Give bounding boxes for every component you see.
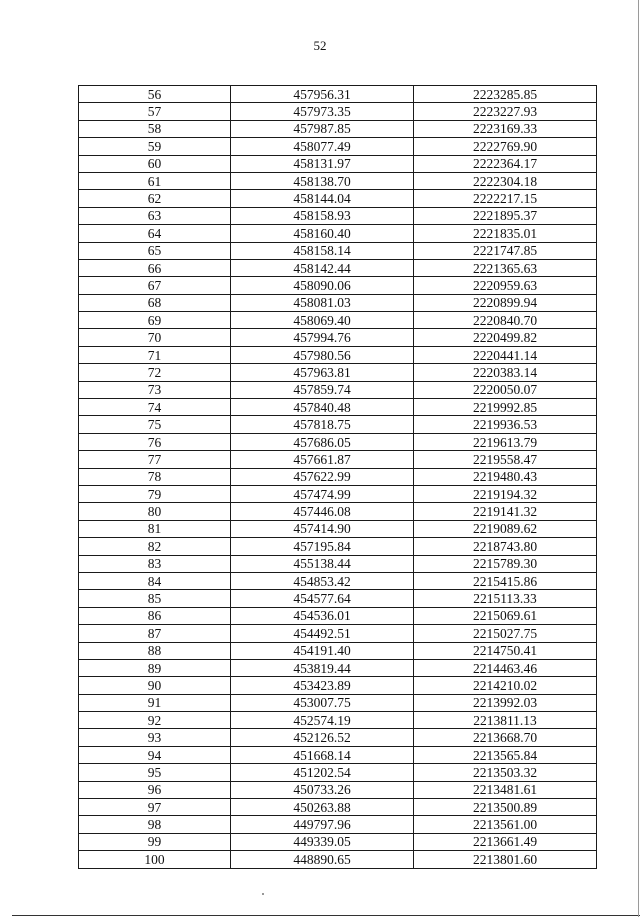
table-row — [79, 816, 597, 833]
y-coordinate-cell: 2213801.60 — [414, 851, 597, 868]
point-number-cell: 59 — [79, 138, 231, 155]
x-coordinate-cell: 457686.05 — [231, 433, 414, 450]
page-number: 52 — [313, 38, 327, 53]
y-coordinate-cell: 2221895.37 — [414, 207, 597, 224]
table-row — [79, 590, 597, 607]
point-number-cell: 60 — [79, 155, 231, 172]
y-coordinate-cell: 2213503.32 — [414, 764, 597, 781]
point-number-cell: 72 — [79, 364, 231, 381]
y-coordinate-cell: 2215415.86 — [414, 572, 597, 589]
y-coordinate-cell: 2220499.82 — [414, 329, 597, 346]
point-number-cell: 67 — [79, 277, 231, 294]
point-number-cell: 90 — [79, 677, 231, 694]
x-coordinate-cell: 457980.56 — [231, 346, 414, 363]
x-coordinate-cell: 458158.14 — [231, 242, 414, 259]
table-row — [79, 346, 597, 363]
table-row — [79, 520, 597, 537]
y-coordinate-cell: 2213500.89 — [414, 799, 597, 816]
y-coordinate-cell: 2213992.03 — [414, 694, 597, 711]
y-coordinate-cell: 2213661.49 — [414, 833, 597, 850]
x-coordinate-cell: 454853.42 — [231, 572, 414, 589]
table-row — [79, 294, 597, 311]
table-row — [79, 538, 597, 555]
y-coordinate-cell: 2215027.75 — [414, 625, 597, 642]
y-coordinate-cell: 2222769.90 — [414, 138, 597, 155]
x-coordinate-cell: 457195.84 — [231, 538, 414, 555]
point-number-cell: 92 — [79, 712, 231, 729]
point-number-cell: 71 — [79, 346, 231, 363]
table-row — [79, 503, 597, 520]
table-row — [79, 851, 597, 868]
table-row — [79, 259, 597, 276]
y-coordinate-cell: 2215113.33 — [414, 590, 597, 607]
x-coordinate-cell: 454577.64 — [231, 590, 414, 607]
x-coordinate-cell: 458138.70 — [231, 172, 414, 189]
point-number-cell: 76 — [79, 433, 231, 450]
point-number-cell: 64 — [79, 225, 231, 242]
point-number-cell: 74 — [79, 399, 231, 416]
point-number-cell: 81 — [79, 520, 231, 537]
point-number-cell: 93 — [79, 729, 231, 746]
x-coordinate-cell: 457973.35 — [231, 103, 414, 120]
x-coordinate-cell: 452574.19 — [231, 712, 414, 729]
table-row — [79, 781, 597, 798]
x-coordinate-cell: 451202.54 — [231, 764, 414, 781]
point-number-cell: 96 — [79, 781, 231, 798]
table-row — [79, 659, 597, 676]
x-coordinate-cell: 453007.75 — [231, 694, 414, 711]
point-number-cell: 62 — [79, 190, 231, 207]
point-number-cell: 75 — [79, 416, 231, 433]
point-number-cell: 70 — [79, 329, 231, 346]
x-coordinate-cell: 457622.99 — [231, 468, 414, 485]
point-number-cell: 84 — [79, 572, 231, 589]
x-coordinate-cell: 458131.97 — [231, 155, 414, 172]
table-row — [79, 225, 597, 242]
x-coordinate-cell: 458090.06 — [231, 277, 414, 294]
y-coordinate-cell: 2223227.93 — [414, 103, 597, 120]
table-row — [79, 172, 597, 189]
table-row — [79, 642, 597, 659]
x-coordinate-cell: 458081.03 — [231, 294, 414, 311]
y-coordinate-cell: 2220899.94 — [414, 294, 597, 311]
x-coordinate-cell: 458144.04 — [231, 190, 414, 207]
x-coordinate-cell: 454492.51 — [231, 625, 414, 642]
table-row — [79, 416, 597, 433]
point-number-cell: 94 — [79, 746, 231, 763]
scan-speck — [262, 893, 264, 895]
table-row — [79, 833, 597, 850]
point-number-cell: 63 — [79, 207, 231, 224]
y-coordinate-cell: 2222217.15 — [414, 190, 597, 207]
right-edge-line — [638, 0, 639, 917]
y-coordinate-cell: 2213481.61 — [414, 781, 597, 798]
table-row — [79, 677, 597, 694]
y-coordinate-cell: 2219936.53 — [414, 416, 597, 433]
table-row — [79, 572, 597, 589]
table-row — [79, 120, 597, 137]
y-coordinate-cell: 2219089.62 — [414, 520, 597, 537]
table-row — [79, 712, 597, 729]
x-coordinate-cell: 449797.96 — [231, 816, 414, 833]
y-coordinate-cell: 2221835.01 — [414, 225, 597, 242]
table-row — [79, 277, 597, 294]
x-coordinate-cell: 454536.01 — [231, 607, 414, 624]
table-row — [79, 746, 597, 763]
x-coordinate-cell: 457963.81 — [231, 364, 414, 381]
x-coordinate-cell: 457414.90 — [231, 520, 414, 537]
point-number-cell: 78 — [79, 468, 231, 485]
table-row — [79, 468, 597, 485]
x-coordinate-cell: 457446.08 — [231, 503, 414, 520]
table-row — [79, 242, 597, 259]
point-number-cell: 68 — [79, 294, 231, 311]
table-row — [79, 364, 597, 381]
point-number-cell: 83 — [79, 555, 231, 572]
x-coordinate-cell: 454191.40 — [231, 642, 414, 659]
table-row — [79, 451, 597, 468]
x-coordinate-cell: 458160.40 — [231, 225, 414, 242]
y-coordinate-cell: 2220383.14 — [414, 364, 597, 381]
y-coordinate-cell: 2213811.13 — [414, 712, 597, 729]
table-row — [79, 729, 597, 746]
bottom-edge-rule — [12, 915, 640, 916]
y-coordinate-cell: 2219141.32 — [414, 503, 597, 520]
x-coordinate-cell: 453423.89 — [231, 677, 414, 694]
table-row — [79, 207, 597, 224]
x-coordinate-cell: 457840.48 — [231, 399, 414, 416]
point-number-cell: 85 — [79, 590, 231, 607]
table-row — [79, 329, 597, 346]
point-number-cell: 89 — [79, 659, 231, 676]
y-coordinate-cell: 2222364.17 — [414, 155, 597, 172]
table-row — [79, 86, 597, 103]
y-coordinate-cell: 2223285.85 — [414, 86, 597, 103]
y-coordinate-cell: 2215069.61 — [414, 607, 597, 624]
point-number-cell: 65 — [79, 242, 231, 259]
x-coordinate-cell: 458158.93 — [231, 207, 414, 224]
x-coordinate-cell: 458077.49 — [231, 138, 414, 155]
point-number-cell: 87 — [79, 625, 231, 642]
x-coordinate-cell: 450263.88 — [231, 799, 414, 816]
y-coordinate-cell: 2213668.70 — [414, 729, 597, 746]
y-coordinate-cell: 2222304.18 — [414, 172, 597, 189]
point-number-cell: 61 — [79, 172, 231, 189]
x-coordinate-cell: 458142.44 — [231, 259, 414, 276]
table-row — [79, 764, 597, 781]
point-number-cell: 73 — [79, 381, 231, 398]
y-coordinate-cell: 2215789.30 — [414, 555, 597, 572]
y-coordinate-cell: 2220050.07 — [414, 381, 597, 398]
point-number-cell: 58 — [79, 120, 231, 137]
x-coordinate-cell: 458069.40 — [231, 312, 414, 329]
x-coordinate-cell: 449339.05 — [231, 833, 414, 850]
y-coordinate-cell: 2223169.33 — [414, 120, 597, 137]
point-number-cell: 91 — [79, 694, 231, 711]
table-row — [79, 103, 597, 120]
x-coordinate-cell: 452126.52 — [231, 729, 414, 746]
y-coordinate-cell: 2219194.32 — [414, 485, 597, 502]
table-row — [79, 799, 597, 816]
point-number-cell: 69 — [79, 312, 231, 329]
point-number-cell: 97 — [79, 799, 231, 816]
table-row — [79, 607, 597, 624]
x-coordinate-cell: 457859.74 — [231, 381, 414, 398]
table-row — [79, 485, 597, 502]
y-coordinate-cell: 2220441.14 — [414, 346, 597, 363]
x-coordinate-cell: 457661.87 — [231, 451, 414, 468]
x-coordinate-cell: 457987.85 — [231, 120, 414, 137]
point-number-cell: 99 — [79, 833, 231, 850]
table-row — [79, 433, 597, 450]
table-row — [79, 138, 597, 155]
point-number-cell: 80 — [79, 503, 231, 520]
y-coordinate-cell: 2219480.43 — [414, 468, 597, 485]
coordinates-table — [78, 85, 597, 869]
point-number-cell: 66 — [79, 259, 231, 276]
x-coordinate-cell: 451668.14 — [231, 746, 414, 763]
y-coordinate-cell: 2214210.02 — [414, 677, 597, 694]
table-row — [79, 555, 597, 572]
table-row — [79, 190, 597, 207]
point-number-cell: 57 — [79, 103, 231, 120]
table-row — [79, 625, 597, 642]
x-coordinate-cell: 455138.44 — [231, 555, 414, 572]
y-coordinate-cell: 2218743.80 — [414, 538, 597, 555]
table-row — [79, 155, 597, 172]
y-coordinate-cell: 2221747.85 — [414, 242, 597, 259]
y-coordinate-cell: 2219558.47 — [414, 451, 597, 468]
y-coordinate-cell: 2219992.85 — [414, 399, 597, 416]
point-number-cell: 56 — [79, 86, 231, 103]
x-coordinate-cell: 448890.65 — [231, 851, 414, 868]
table-row — [79, 381, 597, 398]
table-row — [79, 399, 597, 416]
x-coordinate-cell: 450733.26 — [231, 781, 414, 798]
y-coordinate-cell: 2220840.70 — [414, 312, 597, 329]
point-number-cell: 95 — [79, 764, 231, 781]
coordinates-table-body — [79, 86, 597, 869]
y-coordinate-cell: 2221365.63 — [414, 259, 597, 276]
table-row — [79, 694, 597, 711]
x-coordinate-cell: 457994.76 — [231, 329, 414, 346]
point-number-cell: 86 — [79, 607, 231, 624]
y-coordinate-cell: 2213561.00 — [414, 816, 597, 833]
point-number-cell: 98 — [79, 816, 231, 833]
y-coordinate-cell: 2214463.46 — [414, 659, 597, 676]
y-coordinate-cell: 2214750.41 — [414, 642, 597, 659]
point-number-cell: 82 — [79, 538, 231, 555]
x-coordinate-cell: 457956.31 — [231, 86, 414, 103]
point-number-cell: 79 — [79, 485, 231, 502]
point-number-cell: 100 — [79, 851, 231, 868]
x-coordinate-cell: 453819.44 — [231, 659, 414, 676]
y-coordinate-cell: 2213565.84 — [414, 746, 597, 763]
point-number-cell: 88 — [79, 642, 231, 659]
x-coordinate-cell: 457818.75 — [231, 416, 414, 433]
point-number-cell: 77 — [79, 451, 231, 468]
y-coordinate-cell: 2219613.79 — [414, 433, 597, 450]
table-row — [79, 312, 597, 329]
x-coordinate-cell: 457474.99 — [231, 485, 414, 502]
y-coordinate-cell: 2220959.63 — [414, 277, 597, 294]
